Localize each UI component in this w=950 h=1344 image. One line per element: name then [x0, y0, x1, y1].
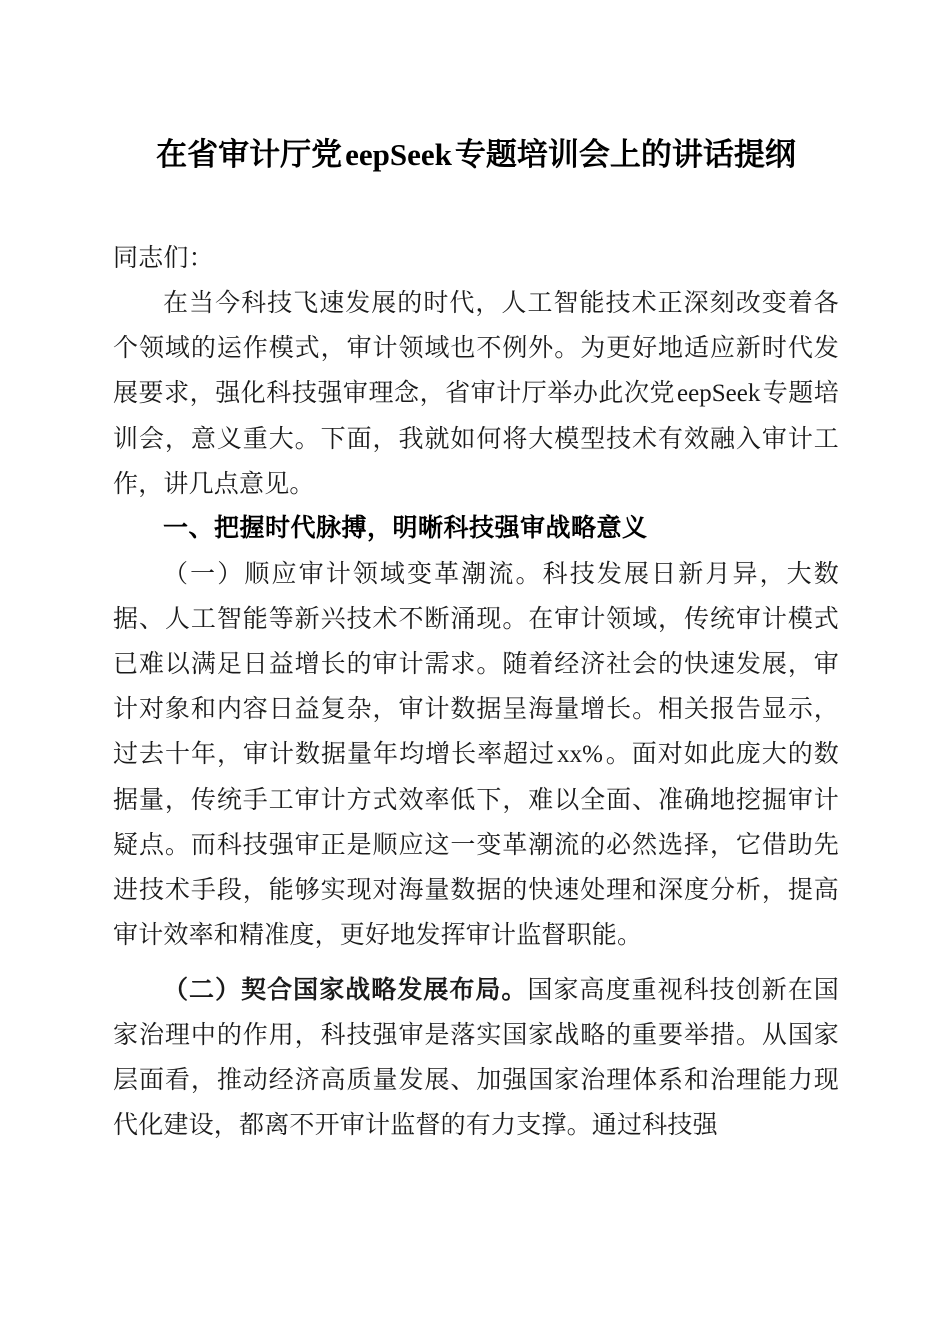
section-1-item-2-paragraph [113, 967, 839, 1147]
intro-paragraph-part-1: 在当今科技飞速发展的时代，人工智能技术正深刻改变着各个领域的运作模式，审计领域也不例外。为更好地适应新时代发展要求，强化科技强审理念，省审计厅举办此次党 [113, 288, 839, 407]
page-title [113, 0, 839, 179]
salutation-line: 同志们： [113, 243, 214, 272]
section-1-item-1-lead: （一）顺应审计领域变革潮流。 [163, 559, 543, 588]
page-title-latin-token: eepSeek [345, 137, 452, 172]
section-1-item-1-body-part-2: 。面对如此庞大的数据量，传统手工审计方式效率低下，难以全面、准确地挖掘审计疑点。而科技强审正是顺应这一变革潮流的必然选择，它借助先进技术手段，能够实现对海量数据的快速处理和深度分析，提高审计效率和精准度，更好地发挥审计监督职能。 [113, 739, 839, 949]
section-1-item-2-lead: （二）契合国家战略发展布局。 [163, 975, 528, 1004]
section-1-item-1-paragraph [113, 551, 839, 957]
page-title-part-1: 在省审计厅党 [156, 137, 343, 172]
intro-paragraph-part-2: 专题培训会，意义重大。下面，我就如何将大模型技术有效融入审计工作，讲几点意见。 [113, 378, 839, 498]
intro-paragraph [113, 280, 839, 506]
document-text-column [113, 0, 839, 1147]
section-1-item-1-body-part-1: 科技发展日新月异，大数据、人工智能等新兴技术不断涌现。在审计领域，传统审计模式已难以满足日益增长的审计需求。随着经济社会的快速发展，审计对象和内容日益复杂，审计数据呈海量增长。相关报告显示，过去十年，审计数据量年均增长率超过 [113, 559, 840, 768]
page-title-part-2: 专题培训会上的讲话提纲 [454, 137, 796, 172]
intro-paragraph-latin-token: eepSeek [677, 380, 761, 407]
section-1-item-1-placeholder-value: xx% [557, 741, 603, 768]
section-heading-1: 一、把握时代脉搏，明晰科技强审战略意义 [163, 514, 648, 542]
section-1-item-2-body: 国家高度重视科技创新在国家治理中的作用，科技强审是落实国家战略的重要举措。从国家层面看，推动经济高质量发展、加强国家治理体系和治理能力现代化建设，都离不开审计监督的有力支撑。通过科技强 [113, 975, 839, 1139]
